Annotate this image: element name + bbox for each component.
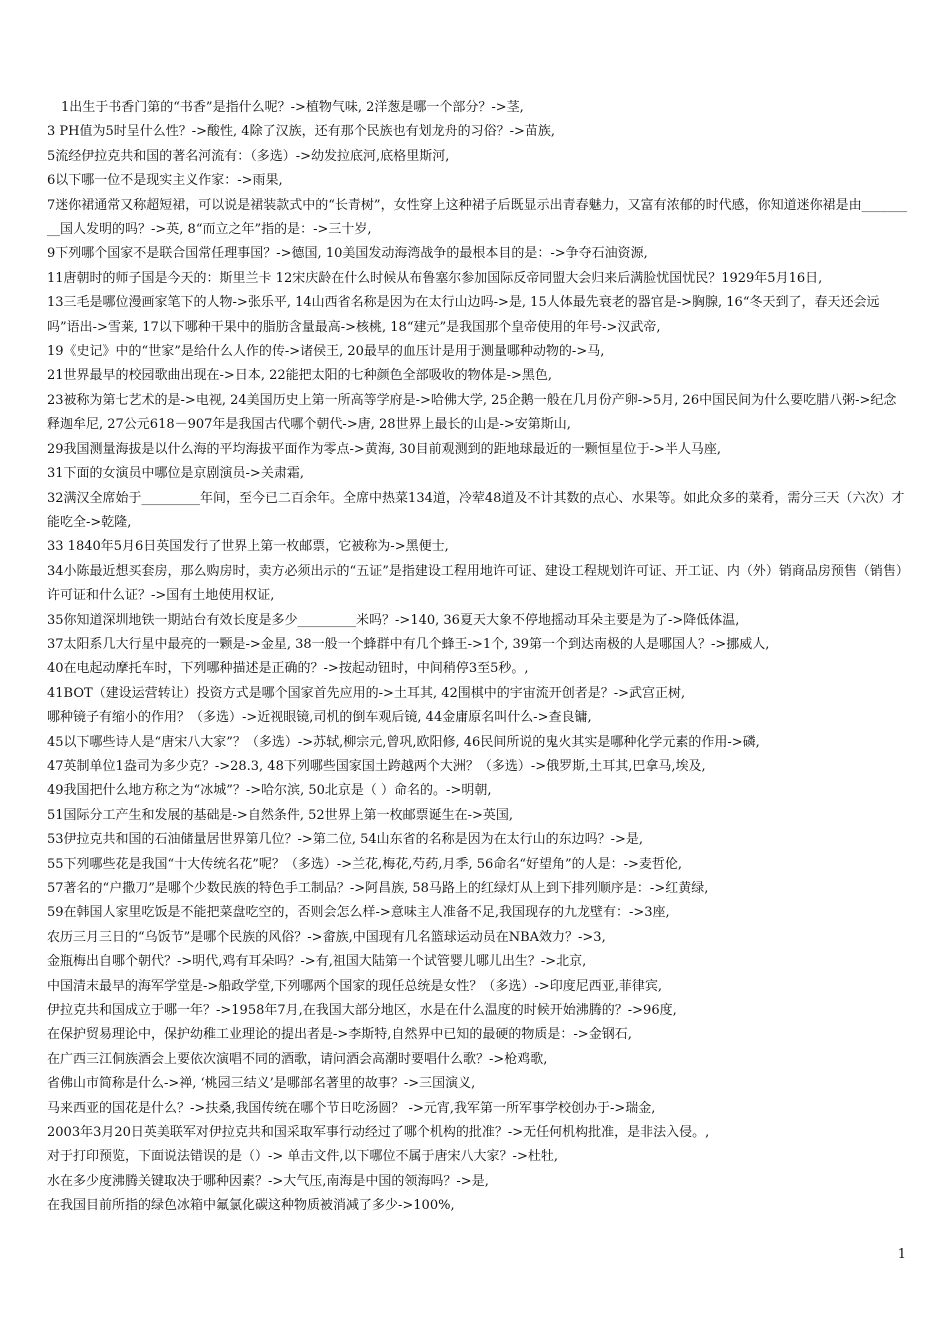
paragraph: 51国际分工产生和发展的基础是->自然条件, 52世界上第一枚邮票诞生在->英国,	[47, 807, 514, 823]
paragraph: 中国清末最早的海军学堂是->船政学堂,下列哪两个国家的现任总统是女性？（多选）->印度尼西亚,菲律宾,	[47, 978, 662, 994]
paragraph: 农历三月三日的“乌饭节”是哪个民族的风俗？->畲族,中国现有几名篮球运动员在NBA效力？->3,	[47, 929, 606, 945]
paragraph: 59在韩国人家里吃饭是不能把菜盘吃空的，否则会怎么样->意味主人准备不足,我国现存的九龙壁有：->3座,	[47, 905, 670, 921]
paragraph: 对于打印预览，下面说法错误的是（）-> 单击文件,以下哪位不属于唐宋八大家？->杜牡,	[47, 1149, 558, 1165]
page-number: 1	[897, 1247, 906, 1262]
paragraph: 在广西三江侗族酒会上要依次演唱不同的酒歌，请问酒会高潮时要唱什么歌？->枪鸡歌,	[47, 1051, 548, 1067]
paragraph: 5流经伊拉克共和国的著名河流有：（多选）->幼发拉底河,底格里斯河,	[47, 148, 450, 164]
paragraph: 37太阳系几大行星中最亮的一颗是->金星, 38一般一个蜂群中有几个蜂王->1个, 39第一个到达南极的人是哪国人？->挪威人,	[47, 636, 770, 652]
paragraph: 19《史记》中的“世家”是给什么人作的传->诸侯王, 20最早的血压计是用于测量哪种动物的->马,	[47, 344, 605, 360]
paragraph: 马来西亚的国花是什么？->扶桑,我国传统在哪个节日吃汤圆？ ->元宵,我军第一所军事学校创办于->瑞金,	[47, 1100, 656, 1116]
paragraph: 在保护贸易理论中，保护幼稚工业理论的提出者是->李斯特,自然界中已知的最硬的物质是：->金钢石,	[47, 1027, 632, 1043]
paragraph: 49我国把什么地方称之为“冰城”？->哈尔滨, 50北京是（ ）命名的。->明朝,	[47, 783, 492, 799]
paragraph: 13三毛是哪位漫画家笔下的人物->张乐平, 14山西省名称是因为在太行山边吗->是, 15人体最先衰老的器官是->胸腺, 16“冬天到了，春天还会远吗”语出->雪莱, 17以下哪种干果中的脂肪含量最高->核桃, 18“建元”是我国那个皇帝使用的年号->汉武帝,	[47, 295, 880, 335]
paragraph: 32满汉全席始于_________年间，至今已二百余年。全席中热菜134道，冷荤48道及不计其数的点心、水果等。如此众多的菜肴，需分三天（六次）才能吃全->乾隆,	[47, 490, 905, 530]
paragraph: 在我国目前所指的绿色冰箱中氟氯化碳这种物质被消减了多少->100%,	[47, 1198, 455, 1214]
paragraph: 29我国测量海拔是以什么海的平均海拔平面作为零点->黄海, 30目前观测到的距地球最近的一颗恒星位于->半人马座,	[47, 441, 722, 457]
paragraph: 55下列哪些花是我国“十大传统名花”呢？（多选）->兰花,梅花,芍药,月季, 56命名“好望角”的人是：->麦哲伦,	[47, 856, 683, 872]
paragraph: 45以下哪些诗人是“唐宋八大家”？（多选）->苏轼,柳宗元,曾巩,欧阳修, 46民间所说的鬼火其实是哪种化学元素的作用->磷,	[47, 734, 760, 750]
paragraph: 31下面的女演员中哪位是京剧演员->关肃霜,	[47, 466, 304, 482]
paragraph: 41BOT（建设运营转让）投资方式是哪个国家首先应用的->土耳其, 42围棋中的宇宙流开创者是？->武宫正树,	[47, 685, 686, 701]
paragraph: 53伊拉克共和国的石油储量居世界第几位？->第二位, 54山东省的名称是因为在太行山的东边吗？->是,	[47, 832, 644, 848]
paragraph: 57著名的“户撒刀”是哪个少数民族的特色手工制品？->阿昌族, 58马路上的红绿灯从上到下排列顺序是：->红黄绿,	[47, 881, 709, 896]
paragraph: 6以下哪一位不是现实主义作家：->雨果,	[47, 173, 283, 189]
paragraph: 11唐朝时的师子国是今天的：斯里兰卡 12宋庆龄在什么时候从布鲁塞尔参加国际反帝同盟大会归来后满脸忧国忧民？1929年5月16日,	[47, 270, 823, 286]
paragraph: 水在多少度沸腾关键取决于哪种因素？->大气压,南海是中国的领海吗？->是,	[47, 1173, 489, 1189]
paragraph: 33 1840年5月6日英国发行了世界上第一枚邮票，它被称为->黑便士,	[47, 539, 449, 555]
paragraph: 40在电起动摩托车时，下列哪种描述是正确的？->按起动钮时，中间稍停3至5秒。,	[47, 661, 529, 677]
paragraph: 34小陈最近想买套房，那么购房时，卖方必须出示的“五证”是指建设工程用地许可证、建设工程规划许可证、开工证、内（外）销商品房预售（销售）许可证和什么证？->国有土地使用权证,	[47, 563, 909, 604]
paragraph: 金瓶梅出自哪个朝代？->明代,鸡有耳朵吗？->有,祖国大陆第一个试管婴儿哪儿出生？->北京,	[47, 954, 587, 970]
paragraph: 7迷你裙通常又称超短裙，可以说是裙装款式中的“长青树”，女性穿上这种裙子后既显示出青春魅力，又富有浓郁的时代感，你知道迷你裙是由_________国人发明的吗？->英, 8“而立之年”指的是：->三十岁,	[47, 197, 908, 238]
paragraph: 21世界最早的校园歌曲出现在->日本, 22能把太阳的七种颜色全部吸收的物体是->黑色,	[47, 368, 553, 384]
paragraph: 3 PH值为5时呈什么性？->酸性, 4除了汉族，还有那个民族也有划龙舟的习俗？->苗族,	[47, 124, 555, 140]
paragraph: 哪种镜子有缩小的作用？（多选）->近视眼镜,司机的倒车观后镜, 44金庸原名叫什么->查良镛,	[47, 710, 592, 726]
paragraph: 省佛山市简称是什么->禅, ‘桃园三结义’是哪部名著里的故事？->三国演义,	[47, 1076, 476, 1092]
paragraph: 1出生于书香门第的“书香”是指什么呢？->植物气味, 2洋葱是哪一个部分？->茎,	[61, 100, 524, 115]
paragraph: 47英制单位1盎司为多少克？->28.3, 48下列哪些国家国土跨越两个大洲？（多选）->俄罗斯,土耳其,巴拿马,埃及,	[47, 758, 706, 774]
paragraph: 23被称为第七艺术的是->电视, 24美国历史上第一所高等学府是->哈佛大学, 25企鹅一般在几月份产卵->5月, 26中国民间为什么要吃腊八粥->纪念释迦牟尼, 27公元618－907年是我国古代哪个朝代->唐, 28世界上最长的山是->安第斯山,	[47, 392, 897, 433]
paragraph: 2003年3月20日英美联军对伊拉克共和国采取军事行动经过了哪个机构的批准？->无任何机构批准，是非法入侵。,	[47, 1125, 710, 1141]
document-body	[47, 96, 909, 1219]
paragraph: 伊拉克共和国成立于哪一年？->1958年7月,在我国大部分地区，水是在什么温度的时候开始沸腾的？->96度,	[47, 1003, 677, 1019]
paragraph: 35你知道深圳地铁一期站台有效长度是多少_________米吗？->140, 36夏天大象不停地摇动耳朵主要是为了->降低体温,	[47, 612, 740, 628]
paragraph: 9下列哪个国家不是联合国常任理事国？->德国, 10美国发动海湾战争的最根本目的是：->争夺石油资源,	[47, 246, 648, 262]
